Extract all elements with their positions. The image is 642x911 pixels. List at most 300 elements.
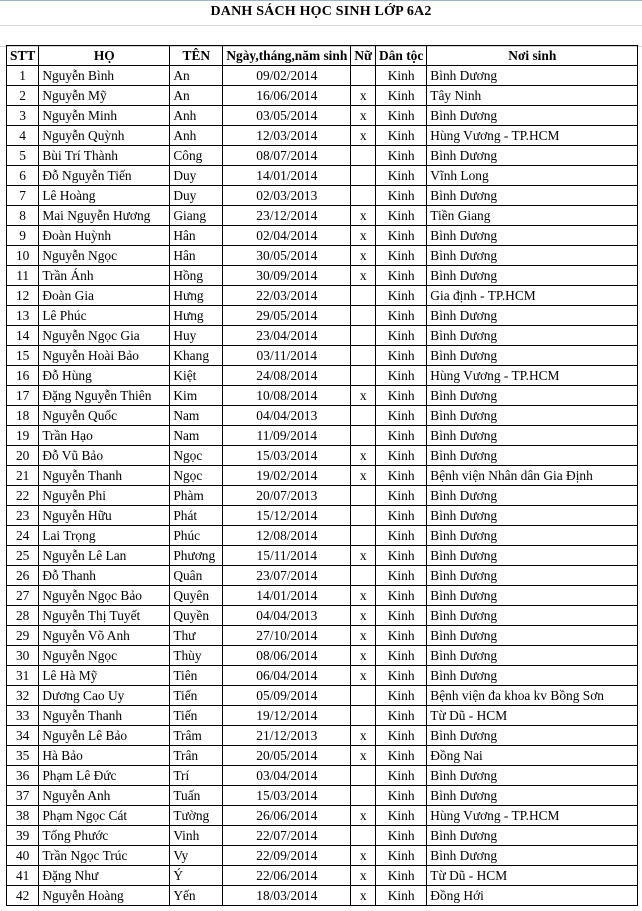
cell-nu[interactable] bbox=[351, 426, 376, 446]
cell-nu[interactable] bbox=[351, 66, 376, 86]
cell-stt[interactable]: 26 bbox=[7, 566, 39, 586]
cell-ten[interactable]: Hưng bbox=[170, 306, 223, 326]
cell-stt[interactable]: 41 bbox=[7, 866, 39, 886]
cell-nu[interactable]: x bbox=[351, 866, 376, 886]
cell-ngay-sinh[interactable]: 04/04/2013 bbox=[223, 406, 351, 426]
cell-ten[interactable]: Kim bbox=[170, 386, 223, 406]
cell-dan-toc[interactable]: Kinh bbox=[376, 326, 427, 346]
cell-ngay-sinh[interactable]: 05/09/2014 bbox=[223, 686, 351, 706]
cell-stt[interactable]: 39 bbox=[7, 826, 39, 846]
cell-ten[interactable]: Quyên bbox=[170, 586, 223, 606]
cell-ho[interactable]: Đặng Nguyễn Thiên bbox=[39, 386, 170, 406]
cell-ho[interactable]: Nguyễn Thanh bbox=[39, 706, 170, 726]
cell-noi-sinh[interactable]: Bình Dương bbox=[427, 146, 638, 166]
cell-nu[interactable]: x bbox=[351, 806, 376, 826]
cell-nu[interactable] bbox=[351, 186, 376, 206]
cell-noi-sinh[interactable]: Bình Dương bbox=[427, 326, 638, 346]
cell-ten[interactable]: Trân bbox=[170, 746, 223, 766]
cell-ngay-sinh[interactable]: 20/07/2013 bbox=[223, 486, 351, 506]
cell-stt[interactable]: 14 bbox=[7, 326, 39, 346]
cell-ten[interactable]: Ngọc bbox=[170, 466, 223, 486]
cell-ho[interactable]: Nguyễn Ngọc Gia bbox=[39, 326, 170, 346]
cell-dan-toc[interactable]: Kinh bbox=[376, 586, 427, 606]
cell-noi-sinh[interactable]: Vĩnh Long bbox=[427, 166, 638, 186]
cell-ho[interactable]: Lê Hà Mỹ bbox=[39, 666, 170, 686]
cell-dan-toc[interactable]: Kinh bbox=[376, 206, 427, 226]
header-stt[interactable]: STT bbox=[7, 46, 39, 66]
cell-ho[interactable]: Nguyễn Hữu bbox=[39, 506, 170, 526]
cell-ho[interactable]: Đoàn Huỳnh bbox=[39, 226, 170, 246]
cell-ho[interactable]: Trần Ánh bbox=[39, 266, 170, 286]
cell-ho[interactable]: Mai Nguyễn Hương bbox=[39, 206, 170, 226]
cell-noi-sinh[interactable]: Bình Dương bbox=[427, 546, 638, 566]
cell-stt[interactable]: 10 bbox=[7, 246, 39, 266]
cell-ten[interactable]: Phương bbox=[170, 546, 223, 566]
cell-nu[interactable] bbox=[351, 286, 376, 306]
cell-ngay-sinh[interactable]: 02/04/2014 bbox=[223, 226, 351, 246]
cell-ten[interactable]: Kiệt bbox=[170, 366, 223, 386]
cell-dan-toc[interactable]: Kinh bbox=[376, 646, 427, 666]
cell-ngay-sinh[interactable]: 12/03/2014 bbox=[223, 126, 351, 146]
cell-ten[interactable]: Yến bbox=[170, 886, 223, 906]
cell-noi-sinh[interactable]: Bình Dương bbox=[427, 346, 638, 366]
cell-ho[interactable]: Lê Hoàng bbox=[39, 186, 170, 206]
cell-dan-toc[interactable]: Kinh bbox=[376, 826, 427, 846]
cell-dan-toc[interactable]: Kinh bbox=[376, 746, 427, 766]
cell-ho[interactable]: Đỗ Nguyễn Tiến bbox=[39, 166, 170, 186]
cell-dan-toc[interactable]: Kinh bbox=[376, 506, 427, 526]
cell-dan-toc[interactable]: Kinh bbox=[376, 346, 427, 366]
cell-stt[interactable]: 19 bbox=[7, 426, 39, 446]
cell-ten[interactable]: Duy bbox=[170, 166, 223, 186]
cell-dan-toc[interactable]: Kinh bbox=[376, 486, 427, 506]
cell-noi-sinh[interactable]: Bệnh viện đa khoa kv Bồng Sơn bbox=[427, 686, 638, 706]
cell-dan-toc[interactable]: Kinh bbox=[376, 846, 427, 866]
cell-nu[interactable]: x bbox=[351, 206, 376, 226]
cell-stt[interactable]: 8 bbox=[7, 206, 39, 226]
cell-dan-toc[interactable]: Kinh bbox=[376, 226, 427, 246]
cell-nu[interactable]: x bbox=[351, 106, 376, 126]
cell-dan-toc[interactable]: Kinh bbox=[376, 546, 427, 566]
cell-dan-toc[interactable]: Kinh bbox=[376, 166, 427, 186]
cell-ho[interactable]: Nguyễn Bình bbox=[39, 66, 170, 86]
header-noi-sinh[interactable]: Nơi sinh bbox=[427, 46, 638, 66]
cell-stt[interactable]: 38 bbox=[7, 806, 39, 826]
cell-dan-toc[interactable]: Kinh bbox=[376, 146, 427, 166]
cell-ho[interactable]: Nguyễn Ngọc Bảo bbox=[39, 586, 170, 606]
cell-ngay-sinh[interactable]: 21/12/2013 bbox=[223, 726, 351, 746]
cell-ngay-sinh[interactable]: 15/12/2014 bbox=[223, 506, 351, 526]
cell-ho[interactable]: Đỗ Vũ Bảo bbox=[39, 446, 170, 466]
cell-nu[interactable] bbox=[351, 686, 376, 706]
cell-stt[interactable]: 4 bbox=[7, 126, 39, 146]
cell-noi-sinh[interactable]: Bình Dương bbox=[427, 766, 638, 786]
header-nu[interactable]: Nữ bbox=[351, 46, 376, 66]
cell-ngay-sinh[interactable]: 03/11/2014 bbox=[223, 346, 351, 366]
cell-stt[interactable]: 18 bbox=[7, 406, 39, 426]
cell-dan-toc[interactable]: Kinh bbox=[376, 446, 427, 466]
cell-ho[interactable]: Đỗ Thanh bbox=[39, 566, 170, 586]
cell-stt[interactable]: 20 bbox=[7, 446, 39, 466]
cell-noi-sinh[interactable]: Gia định - TP.HCM bbox=[427, 286, 638, 306]
cell-stt[interactable]: 27 bbox=[7, 586, 39, 606]
cell-nu[interactable]: x bbox=[351, 746, 376, 766]
cell-ngay-sinh[interactable]: 15/03/2014 bbox=[223, 786, 351, 806]
cell-dan-toc[interactable]: Kinh bbox=[376, 666, 427, 686]
cell-nu[interactable]: x bbox=[351, 126, 376, 146]
cell-noi-sinh[interactable]: Bình Dương bbox=[427, 386, 638, 406]
cell-stt[interactable]: 25 bbox=[7, 546, 39, 566]
cell-ho[interactable]: Đoàn Gia bbox=[39, 286, 170, 306]
cell-stt[interactable]: 15 bbox=[7, 346, 39, 366]
cell-ngay-sinh[interactable]: 23/12/2014 bbox=[223, 206, 351, 226]
cell-ho[interactable]: Lê Phúc bbox=[39, 306, 170, 326]
cell-dan-toc[interactable]: Kinh bbox=[376, 426, 427, 446]
cell-dan-toc[interactable]: Kinh bbox=[376, 786, 427, 806]
header-ten[interactable]: TÊN bbox=[170, 46, 223, 66]
cell-nu[interactable] bbox=[351, 506, 376, 526]
cell-noi-sinh[interactable]: Bình Dương bbox=[427, 226, 638, 246]
cell-ngay-sinh[interactable]: 12/08/2014 bbox=[223, 526, 351, 546]
cell-nu[interactable] bbox=[351, 566, 376, 586]
cell-stt[interactable]: 30 bbox=[7, 646, 39, 666]
cell-noi-sinh[interactable]: Đồng Hới bbox=[427, 886, 638, 906]
header-dan-toc[interactable]: Dân tộc bbox=[376, 46, 427, 66]
cell-noi-sinh[interactable]: Bình Dương bbox=[427, 486, 638, 506]
cell-ten[interactable]: Trí bbox=[170, 766, 223, 786]
cell-dan-toc[interactable]: Kinh bbox=[376, 726, 427, 746]
cell-noi-sinh[interactable]: Bình Dương bbox=[427, 266, 638, 286]
cell-nu[interactable] bbox=[351, 826, 376, 846]
blank-spreadsheet-row[interactable] bbox=[0, 25, 642, 47]
cell-ngay-sinh[interactable]: 02/03/2013 bbox=[223, 186, 351, 206]
header-ngay-sinh[interactable]: Ngày,tháng,năm sinh bbox=[223, 46, 351, 66]
cell-ngay-sinh[interactable]: 15/11/2014 bbox=[223, 546, 351, 566]
cell-ten[interactable]: Anh bbox=[170, 106, 223, 126]
cell-nu[interactable] bbox=[351, 366, 376, 386]
cell-ho[interactable]: Hà Bảo bbox=[39, 746, 170, 766]
cell-ten[interactable]: Phát bbox=[170, 506, 223, 526]
cell-dan-toc[interactable]: Kinh bbox=[376, 706, 427, 726]
cell-nu[interactable]: x bbox=[351, 466, 376, 486]
cell-ho[interactable]: Nguyễn Anh bbox=[39, 786, 170, 806]
cell-dan-toc[interactable]: Kinh bbox=[376, 526, 427, 546]
cell-ngay-sinh[interactable]: 16/06/2014 bbox=[223, 86, 351, 106]
cell-noi-sinh[interactable]: Từ Dũ - HCM bbox=[427, 706, 638, 726]
cell-stt[interactable]: 24 bbox=[7, 526, 39, 546]
cell-dan-toc[interactable]: Kinh bbox=[376, 246, 427, 266]
cell-stt[interactable]: 28 bbox=[7, 606, 39, 626]
cell-noi-sinh[interactable]: Bình Dương bbox=[427, 626, 638, 646]
cell-stt[interactable]: 17 bbox=[7, 386, 39, 406]
cell-nu[interactable]: x bbox=[351, 586, 376, 606]
cell-ngay-sinh[interactable]: 04/04/2013 bbox=[223, 606, 351, 626]
cell-ten[interactable]: Ngọc bbox=[170, 446, 223, 466]
cell-ten[interactable]: Quân bbox=[170, 566, 223, 586]
cell-stt[interactable]: 7 bbox=[7, 186, 39, 206]
cell-noi-sinh[interactable]: Bình Dương bbox=[427, 666, 638, 686]
cell-stt[interactable]: 9 bbox=[7, 226, 39, 246]
cell-ngay-sinh[interactable]: 29/05/2014 bbox=[223, 306, 351, 326]
cell-dan-toc[interactable]: Kinh bbox=[376, 766, 427, 786]
cell-ho[interactable]: Đỗ Hùng bbox=[39, 366, 170, 386]
cell-dan-toc[interactable]: Kinh bbox=[376, 86, 427, 106]
cell-dan-toc[interactable]: Kinh bbox=[376, 66, 427, 86]
cell-dan-toc[interactable]: Kinh bbox=[376, 806, 427, 826]
cell-ho[interactable]: Nguyễn Ngọc bbox=[39, 246, 170, 266]
cell-nu[interactable]: x bbox=[351, 266, 376, 286]
cell-stt[interactable]: 21 bbox=[7, 466, 39, 486]
cell-ngay-sinh[interactable]: 18/03/2014 bbox=[223, 886, 351, 906]
cell-stt[interactable]: 35 bbox=[7, 746, 39, 766]
cell-ngay-sinh[interactable]: 03/04/2014 bbox=[223, 766, 351, 786]
cell-dan-toc[interactable]: Kinh bbox=[376, 886, 427, 906]
cell-stt[interactable]: 36 bbox=[7, 766, 39, 786]
cell-ten[interactable]: Trâm bbox=[170, 726, 223, 746]
cell-nu[interactable] bbox=[351, 326, 376, 346]
cell-ngay-sinh[interactable]: 30/09/2014 bbox=[223, 266, 351, 286]
cell-stt[interactable]: 34 bbox=[7, 726, 39, 746]
cell-ngay-sinh[interactable]: 08/07/2014 bbox=[223, 146, 351, 166]
cell-ten[interactable]: Vinh bbox=[170, 826, 223, 846]
cell-ngay-sinh[interactable]: 24/08/2014 bbox=[223, 366, 351, 386]
cell-noi-sinh[interactable]: Bình Dương bbox=[427, 406, 638, 426]
cell-stt[interactable]: 1 bbox=[7, 66, 39, 86]
cell-ho[interactable]: Nguyễn Ngọc bbox=[39, 646, 170, 666]
cell-ho[interactable]: Phạm Lê Đức bbox=[39, 766, 170, 786]
cell-noi-sinh[interactable]: Bình Dương bbox=[427, 726, 638, 746]
cell-stt[interactable]: 40 bbox=[7, 846, 39, 866]
cell-noi-sinh[interactable]: Bình Dương bbox=[427, 446, 638, 466]
cell-nu[interactable] bbox=[351, 166, 376, 186]
cell-ho[interactable]: Dương Cao Uy bbox=[39, 686, 170, 706]
cell-stt[interactable]: 22 bbox=[7, 486, 39, 506]
cell-noi-sinh[interactable]: Đồng Nai bbox=[427, 746, 638, 766]
cell-ngay-sinh[interactable]: 08/06/2014 bbox=[223, 646, 351, 666]
cell-ten[interactable]: Duy bbox=[170, 186, 223, 206]
cell-nu[interactable]: x bbox=[351, 86, 376, 106]
cell-noi-sinh[interactable]: Bình Dương bbox=[427, 846, 638, 866]
cell-nu[interactable]: x bbox=[351, 226, 376, 246]
cell-ngay-sinh[interactable]: 06/04/2014 bbox=[223, 666, 351, 686]
cell-stt[interactable]: 3 bbox=[7, 106, 39, 126]
cell-noi-sinh[interactable]: Bình Dương bbox=[427, 606, 638, 626]
cell-ten[interactable]: An bbox=[170, 66, 223, 86]
cell-noi-sinh[interactable]: Từ Dũ - HCM bbox=[427, 866, 638, 886]
cell-ho[interactable]: Tống Phước bbox=[39, 826, 170, 846]
cell-ngay-sinh[interactable]: 19/12/2014 bbox=[223, 706, 351, 726]
cell-noi-sinh[interactable]: Bình Dương bbox=[427, 586, 638, 606]
cell-ho[interactable]: Nguyễn Quỳnh bbox=[39, 126, 170, 146]
cell-ngay-sinh[interactable]: 15/03/2014 bbox=[223, 446, 351, 466]
cell-ho[interactable]: Nguyễn Võ Anh bbox=[39, 626, 170, 646]
cell-ngay-sinh[interactable]: 14/01/2014 bbox=[223, 166, 351, 186]
cell-ho[interactable]: Trần Hạo bbox=[39, 426, 170, 446]
cell-stt[interactable]: 33 bbox=[7, 706, 39, 726]
cell-ngay-sinh[interactable]: 20/05/2014 bbox=[223, 746, 351, 766]
cell-ten[interactable]: Tuấn bbox=[170, 786, 223, 806]
cell-ngay-sinh[interactable]: 30/05/2014 bbox=[223, 246, 351, 266]
cell-nu[interactable]: x bbox=[351, 246, 376, 266]
cell-ten[interactable]: Thư bbox=[170, 626, 223, 646]
cell-dan-toc[interactable]: Kinh bbox=[376, 186, 427, 206]
cell-ten[interactable]: Hồng bbox=[170, 266, 223, 286]
cell-ngay-sinh[interactable]: 26/06/2014 bbox=[223, 806, 351, 826]
cell-ten[interactable]: Tiến bbox=[170, 706, 223, 726]
cell-nu[interactable]: x bbox=[351, 646, 376, 666]
cell-ngay-sinh[interactable]: 09/02/2014 bbox=[223, 66, 351, 86]
cell-ho[interactable]: Nguyễn Hoài Bảo bbox=[39, 346, 170, 366]
cell-ho[interactable]: Bùi Trí Thành bbox=[39, 146, 170, 166]
cell-ten[interactable]: Ý bbox=[170, 866, 223, 886]
cell-nu[interactable] bbox=[351, 706, 376, 726]
cell-dan-toc[interactable]: Kinh bbox=[376, 626, 427, 646]
cell-dan-toc[interactable]: Kinh bbox=[376, 306, 427, 326]
cell-dan-toc[interactable]: Kinh bbox=[376, 566, 427, 586]
cell-dan-toc[interactable]: Kinh bbox=[376, 406, 427, 426]
cell-ten[interactable]: Khang bbox=[170, 346, 223, 366]
cell-ten[interactable]: Tường bbox=[170, 806, 223, 826]
cell-stt[interactable]: 16 bbox=[7, 366, 39, 386]
cell-nu[interactable]: x bbox=[351, 666, 376, 686]
cell-ngay-sinh[interactable]: 14/01/2014 bbox=[223, 586, 351, 606]
cell-nu[interactable] bbox=[351, 526, 376, 546]
cell-ten[interactable]: An bbox=[170, 86, 223, 106]
cell-ten[interactable]: Huy bbox=[170, 326, 223, 346]
cell-ho[interactable]: Nguyễn Lê Lan bbox=[39, 546, 170, 566]
cell-ngay-sinh[interactable]: 23/04/2014 bbox=[223, 326, 351, 346]
cell-ho[interactable]: Nguyễn Thị Tuyết bbox=[39, 606, 170, 626]
cell-stt[interactable]: 42 bbox=[7, 886, 39, 906]
cell-nu[interactable]: x bbox=[351, 606, 376, 626]
cell-stt[interactable]: 37 bbox=[7, 786, 39, 806]
cell-noi-sinh[interactable]: Bình Dương bbox=[427, 106, 638, 126]
cell-ho[interactable]: Đặng Như bbox=[39, 866, 170, 886]
cell-nu[interactable]: x bbox=[351, 846, 376, 866]
cell-dan-toc[interactable]: Kinh bbox=[376, 286, 427, 306]
cell-ten[interactable]: Công bbox=[170, 146, 223, 166]
cell-nu[interactable]: x bbox=[351, 626, 376, 646]
cell-noi-sinh[interactable]: Bình Dương bbox=[427, 506, 638, 526]
cell-noi-sinh[interactable]: Bình Dương bbox=[427, 526, 638, 546]
cell-ten[interactable]: Hân bbox=[170, 246, 223, 266]
cell-noi-sinh[interactable]: Hùng Vương - TP.HCM bbox=[427, 366, 638, 386]
cell-noi-sinh[interactable]: Bình Dương bbox=[427, 186, 638, 206]
cell-ho[interactable]: Phạm Ngọc Cát bbox=[39, 806, 170, 826]
cell-ten[interactable]: Thùy bbox=[170, 646, 223, 666]
cell-nu[interactable]: x bbox=[351, 886, 376, 906]
cell-ho[interactable]: Nguyễn Thanh bbox=[39, 466, 170, 486]
cell-dan-toc[interactable]: Kinh bbox=[376, 366, 427, 386]
cell-ten[interactable]: Tiến bbox=[170, 686, 223, 706]
cell-ho[interactable]: Lai Trọng bbox=[39, 526, 170, 546]
cell-dan-toc[interactable]: Kinh bbox=[376, 686, 427, 706]
cell-stt[interactable]: 2 bbox=[7, 86, 39, 106]
cell-dan-toc[interactable]: Kinh bbox=[376, 266, 427, 286]
cell-noi-sinh[interactable]: Tây Ninh bbox=[427, 86, 638, 106]
cell-ten[interactable]: Phàm bbox=[170, 486, 223, 506]
cell-stt[interactable]: 32 bbox=[7, 686, 39, 706]
cell-dan-toc[interactable]: Kinh bbox=[376, 106, 427, 126]
cell-stt[interactable]: 5 bbox=[7, 146, 39, 166]
cell-ho[interactable]: Nguyễn Mỹ bbox=[39, 86, 170, 106]
cell-ho[interactable]: Nguyễn Phi bbox=[39, 486, 170, 506]
cell-ngay-sinh[interactable]: 03/05/2014 bbox=[223, 106, 351, 126]
cell-noi-sinh[interactable]: Bình Dương bbox=[427, 246, 638, 266]
cell-ten[interactable]: Hân bbox=[170, 226, 223, 246]
cell-noi-sinh[interactable]: Bình Dương bbox=[427, 66, 638, 86]
cell-noi-sinh[interactable]: Hùng Vương - TP.HCM bbox=[427, 806, 638, 826]
cell-dan-toc[interactable]: Kinh bbox=[376, 386, 427, 406]
cell-stt[interactable]: 23 bbox=[7, 506, 39, 526]
header-ho[interactable]: HỌ bbox=[39, 46, 170, 66]
cell-dan-toc[interactable]: Kinh bbox=[376, 126, 427, 146]
cell-ho[interactable]: Nguyễn Minh bbox=[39, 106, 170, 126]
cell-noi-sinh[interactable]: Bình Dương bbox=[427, 566, 638, 586]
cell-stt[interactable]: 29 bbox=[7, 626, 39, 646]
cell-ten[interactable]: Phúc bbox=[170, 526, 223, 546]
cell-ten[interactable]: Hưng bbox=[170, 286, 223, 306]
cell-ngay-sinh[interactable]: 22/07/2014 bbox=[223, 826, 351, 846]
cell-nu[interactable]: x bbox=[351, 386, 376, 406]
cell-dan-toc[interactable]: Kinh bbox=[376, 466, 427, 486]
cell-nu[interactable] bbox=[351, 766, 376, 786]
cell-noi-sinh[interactable]: Bệnh viện Nhân dân Gia Định bbox=[427, 466, 638, 486]
cell-stt[interactable]: 13 bbox=[7, 306, 39, 326]
cell-stt[interactable]: 6 bbox=[7, 166, 39, 186]
cell-noi-sinh[interactable]: Tiền Giang bbox=[427, 206, 638, 226]
cell-ngay-sinh[interactable]: 23/07/2014 bbox=[223, 566, 351, 586]
cell-nu[interactable] bbox=[351, 786, 376, 806]
cell-stt[interactable]: 11 bbox=[7, 266, 39, 286]
cell-nu[interactable]: x bbox=[351, 726, 376, 746]
cell-ngay-sinh[interactable]: 27/10/2014 bbox=[223, 626, 351, 646]
cell-noi-sinh[interactable]: Bình Dương bbox=[427, 426, 638, 446]
cell-noi-sinh[interactable]: Bình Dương bbox=[427, 306, 638, 326]
cell-dan-toc[interactable]: Kinh bbox=[376, 866, 427, 886]
cell-noi-sinh[interactable]: Bình Dương bbox=[427, 646, 638, 666]
cell-noi-sinh[interactable]: Hùng Vương - TP.HCM bbox=[427, 126, 638, 146]
cell-ngay-sinh[interactable]: 22/06/2014 bbox=[223, 866, 351, 886]
cell-nu[interactable] bbox=[351, 306, 376, 326]
cell-noi-sinh[interactable]: Bình Dương bbox=[427, 826, 638, 846]
cell-ngay-sinh[interactable]: 11/09/2014 bbox=[223, 426, 351, 446]
cell-nu[interactable] bbox=[351, 146, 376, 166]
cell-nu[interactable] bbox=[351, 406, 376, 426]
cell-noi-sinh[interactable]: Bình Dương bbox=[427, 786, 638, 806]
cell-ngay-sinh[interactable]: 19/02/2014 bbox=[223, 466, 351, 486]
cell-ten[interactable]: Quyền bbox=[170, 606, 223, 626]
cell-stt[interactable]: 31 bbox=[7, 666, 39, 686]
cell-nu[interactable]: x bbox=[351, 546, 376, 566]
cell-ten[interactable]: Nam bbox=[170, 406, 223, 426]
cell-ten[interactable]: Nam bbox=[170, 426, 223, 446]
cell-nu[interactable] bbox=[351, 346, 376, 366]
cell-ten[interactable]: Tiên bbox=[170, 666, 223, 686]
cell-stt[interactable]: 12 bbox=[7, 286, 39, 306]
cell-ten[interactable]: Vy bbox=[170, 846, 223, 866]
cell-ngay-sinh[interactable]: 10/08/2014 bbox=[223, 386, 351, 406]
cell-ho[interactable]: Trần Ngọc Trúc bbox=[39, 846, 170, 866]
cell-nu[interactable]: x bbox=[351, 446, 376, 466]
cell-ten[interactable]: Anh bbox=[170, 126, 223, 146]
cell-ho[interactable]: Nguyễn Quốc bbox=[39, 406, 170, 426]
cell-ho[interactable]: Nguyễn Hoàng bbox=[39, 886, 170, 906]
cell-ho[interactable]: Nguyễn Lê Bảo bbox=[39, 726, 170, 746]
cell-dan-toc[interactable]: Kinh bbox=[376, 606, 427, 626]
cell-ngay-sinh[interactable]: 22/09/2014 bbox=[223, 846, 351, 866]
cell-ten[interactable]: Giang bbox=[170, 206, 223, 226]
